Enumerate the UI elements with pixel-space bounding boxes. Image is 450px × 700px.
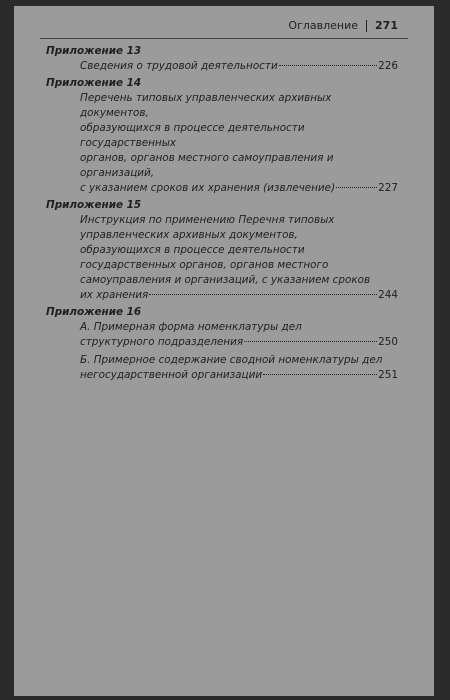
entry-text-line: образующихся в процессе деятельности государственных	[80, 122, 305, 149]
entry-last-line	[80, 335, 398, 350]
entry-last-line	[80, 288, 398, 303]
header-separator	[366, 20, 367, 32]
appendix-title: Приложение 13	[46, 45, 142, 57]
dot-leader	[336, 187, 377, 188]
appendix-title: Приложение 14	[46, 77, 142, 89]
entry-last-line	[80, 181, 398, 196]
table-of-contents	[46, 44, 398, 385]
entry-text-line: Б. Примерное содержание сводной номенклатуры дел	[80, 354, 383, 366]
book-page	[14, 6, 434, 696]
appendix-block	[46, 198, 398, 303]
entry-last-line	[80, 59, 398, 74]
toc-entry[interactable]	[80, 91, 398, 196]
entry-text-line: самоуправления и организаций, с указанием сроков	[80, 274, 371, 286]
entry-text-line: с указанием сроков их хранения (извлечение)	[80, 182, 336, 194]
entry-text-line: негосударственной организации	[80, 369, 263, 381]
entry-page-number: 227	[378, 182, 398, 194]
entry-text-line: органов, органов местного самоуправления и организаций,	[80, 152, 334, 179]
appendix-block	[46, 76, 398, 196]
entry-text-line: Перечень типовых управленческих архивных документов,	[80, 92, 332, 119]
entry-last-line	[80, 368, 398, 383]
dot-leader	[279, 65, 377, 66]
dot-leader	[244, 341, 377, 342]
appendix-title: Приложение 15	[46, 199, 142, 211]
page-number: 271	[375, 19, 398, 32]
header-rule	[40, 38, 408, 39]
entry-text-line: Сведения о трудовой деятельности	[80, 60, 278, 72]
toc-entry[interactable]	[80, 59, 398, 74]
entry-text-line: Инструкция по применению Перечня типовых	[80, 214, 335, 226]
appendix-title: Приложение 16	[46, 306, 142, 318]
entry-text-line: государственных органов, органов местного	[80, 259, 329, 271]
entry-page-number: 251	[378, 369, 398, 381]
toc-entry[interactable]	[80, 213, 398, 303]
entry-page-number: 226	[378, 60, 398, 72]
running-header	[288, 19, 398, 32]
entry-text-line: их хранения	[80, 289, 149, 301]
dot-leader	[263, 374, 377, 375]
appendix-block	[46, 44, 398, 74]
toc-entry[interactable]	[80, 320, 398, 350]
toc-entry[interactable]	[80, 353, 398, 383]
entry-page-number: 250	[378, 336, 398, 348]
section-title: Оглавление	[288, 19, 359, 32]
appendix-block	[46, 305, 398, 383]
entry-text-line: образующихся в процессе деятельности	[80, 244, 305, 256]
entry-page-number: 244	[378, 289, 398, 301]
entry-text-line: А. Примерная форма номенклатуры дел	[80, 321, 302, 333]
dot-leader	[149, 294, 377, 295]
entry-text-line: структурного подразделения	[80, 336, 244, 348]
entry-text-line: управленческих архивных документов,	[80, 229, 298, 241]
